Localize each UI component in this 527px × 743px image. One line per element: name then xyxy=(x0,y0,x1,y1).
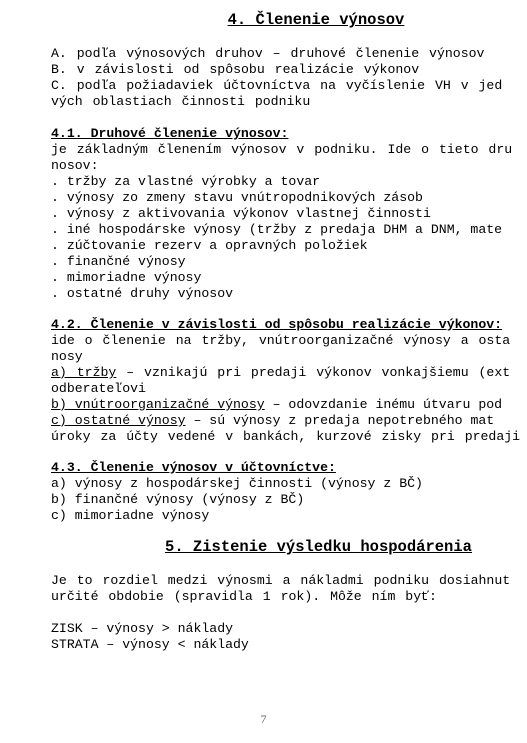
s5-text-line: Je to rozdiel medzi výnosmi a nákladmi podniku dosiahnut xyxy=(51,573,511,588)
s41-list-item: . mimoriadne výnosy xyxy=(51,270,202,285)
s41-list-item: . tržby za vlastné výrobky a tovar xyxy=(51,174,321,189)
s41-list-item: . iné hospodárske výnosy (tržby z predaja DHM a DNM, mate xyxy=(51,222,503,237)
s42-item-a xyxy=(51,365,527,381)
s41-list-item: . finančné výnosy xyxy=(51,254,186,269)
s42-text-line: nosy xyxy=(51,349,83,364)
subsection-4-1-heading: 4.1. Druhové členenie výnosov: xyxy=(51,126,289,141)
s41-list-item: . ostatné druhy výnosov xyxy=(51,286,234,301)
intro-line-a: A. podľa výnosových druhov – druhové členenie výnosov xyxy=(51,46,485,61)
s5-formula-profit: ZISK – výnosy > náklady xyxy=(51,621,234,636)
section-5-title: 5. Zistenie výsledku hospodárenia xyxy=(165,538,472,556)
intro-line-c: C. podľa požiadaviek účtovníctva na vyčíslenie VH v jed xyxy=(51,78,503,93)
subsection-4-2-heading: 4.2. Členenie v závislosti od spôsobu realizácie výkonov: xyxy=(51,317,503,332)
s43-list-item: b) finančné výnosy (výnosy z BČ) xyxy=(51,492,305,507)
s41-list-item: . výnosy z aktivovania výkonov vlastnej činnosti xyxy=(51,206,431,221)
s42-item-a-text: – vznikajú pri predaji výkonov vonkajšiemu (ext xyxy=(116,365,511,380)
s42-item-c xyxy=(51,413,527,429)
subsection-4-3-heading: 4.3. Členenie výnosov v účtovníctve: xyxy=(51,460,336,475)
s41-list-item: . zúčtovanie rezerv a opravných položiek xyxy=(51,238,368,253)
s42-item-b xyxy=(51,397,527,413)
s42-item-c-label: c) ostatné výnosy xyxy=(51,413,186,428)
section-4-title: 4. Členenie výnosov xyxy=(227,11,405,29)
s42-item-c-text: – sú výnosy z predaja nepotrebného mat xyxy=(185,413,495,428)
s41-text-line: nosov: xyxy=(51,158,99,173)
s42-text-line: ide o členenie na tržby, vnútroorganizačné výnosy a osta xyxy=(51,333,511,348)
s5-text-line: určité obdobie (spravidla 1 rok). Môže ním byť: xyxy=(51,589,437,604)
s42-item-c-cont: úroky za účty vedené v bankách, kurzové zisky pri predaji xyxy=(51,429,521,444)
page-number: 7 xyxy=(260,712,267,726)
s42-item-b-text: – odovzdanie inému útvaru pod xyxy=(264,397,503,412)
intro-line-c-cont: vých oblastiach činnosti podniku xyxy=(51,94,311,109)
s5-formula-loss: STRATA – výnosy < náklady xyxy=(51,637,249,652)
s41-text-line: je základným členením výnosov v podniku. Ide o tieto dru xyxy=(51,142,513,157)
s43-list-item: a) výnosy z hospodárskej činnosti (výnosy z BČ) xyxy=(51,476,423,491)
s42-item-a-label: a) tržby xyxy=(51,365,117,380)
s41-list-item: . výnosy zo zmeny stavu vnútropodnikových zásob xyxy=(51,190,423,205)
intro-line-b: B. v závislosti od spôsobu realizácie výkonov xyxy=(51,62,420,77)
s42-item-a-cont: odberateľovi xyxy=(51,381,146,396)
s42-item-b-label: b) vnútroorganizačné výnosy xyxy=(51,397,265,412)
s43-list-item: c) mimoriadne výnosy xyxy=(51,508,210,523)
